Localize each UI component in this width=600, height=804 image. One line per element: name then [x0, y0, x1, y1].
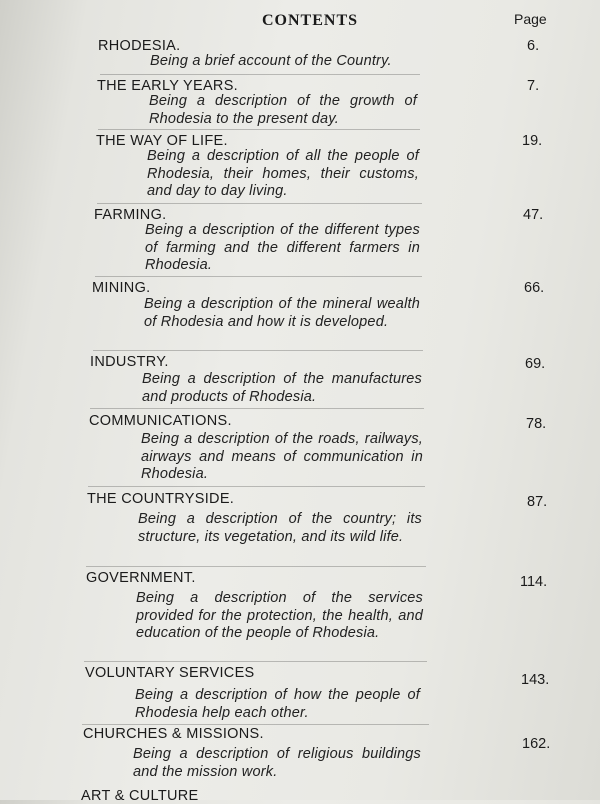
entry-description: Being a description of all the people of Rhodesia, their homes, their customs, and day to day living.: [147, 148, 419, 199]
entry-divider: [100, 74, 420, 75]
entry-divider: [93, 350, 423, 351]
entry-title: CHURCHES & MISSIONS.: [83, 726, 264, 742]
entry-page-number: 143.: [521, 672, 550, 688]
entry-page-number: 6.: [527, 38, 540, 54]
entry-page-number: 162.: [522, 736, 551, 752]
page-column-label: Page: [514, 11, 547, 27]
entry-page-number: 87.: [527, 494, 548, 510]
entry-description: Being a description of the country; its structure, its vegetation, and its wild life.: [138, 511, 422, 545]
entry-divider: [86, 566, 426, 567]
entry-divider: [90, 408, 424, 409]
entry-page-number: 78.: [526, 416, 547, 432]
entry-description: Being a description of the manufactures and products of Rhodesia.: [142, 371, 422, 405]
entry-title: GOVERNMENT.: [86, 570, 196, 586]
entry-divider: [97, 203, 422, 204]
entry-divider: [84, 661, 427, 662]
entry-description: Being a brief account of the Country.: [150, 53, 392, 69]
entry-title: ART & CULTURE: [81, 788, 199, 804]
entry-divider: [95, 276, 422, 277]
entry-title: COMMUNICATIONS.: [89, 413, 232, 429]
entry-page-number: 19.: [522, 133, 543, 149]
entry-title: RHODESIA.: [98, 38, 181, 54]
entry-page-number: 7.: [527, 78, 540, 94]
entry-title: VOLUNTARY SERVICES: [85, 665, 255, 681]
entry-divider: [88, 486, 425, 487]
entry-title: FARMING.: [94, 207, 167, 223]
entry-page-number: 66.: [524, 280, 545, 296]
entry-description: Being a description of the growth of Rhodesia to the present day.: [149, 93, 417, 127]
entry-page-number: 69.: [525, 356, 546, 372]
entry-page-number: 114.: [520, 574, 548, 590]
entry-page-number: 47.: [523, 207, 544, 223]
entry-description: Being a description of how the people of Rhodesia help each other.: [135, 687, 420, 721]
entry-description: Being a description of religious buildings and the mission work.: [133, 746, 421, 780]
entry-title: INDUSTRY.: [90, 354, 169, 370]
entry-divider: [98, 129, 420, 130]
entry-title: THE EARLY YEARS.: [97, 78, 238, 94]
contents-heading: CONTENTS: [262, 12, 359, 29]
entry-title: THE WAY OF LIFE.: [96, 133, 228, 149]
entry-title: MINING.: [92, 280, 151, 296]
entry-description: Being a description of the roads, railways, airways and means of communication in Rhodesia.: [141, 431, 423, 482]
entry-description: Being a description of the mineral wealth of Rhodesia and how it is developed.: [144, 296, 420, 330]
entry-description: Being a description of the different types of farming and the different farmers in Rhodesia.: [145, 222, 420, 273]
entry-description: Being a description of the services provided for the protection, the health, and education of the people of Rhodesia.: [136, 590, 423, 641]
entry-title: THE COUNTRYSIDE.: [87, 491, 235, 507]
entry-divider: [82, 724, 429, 725]
